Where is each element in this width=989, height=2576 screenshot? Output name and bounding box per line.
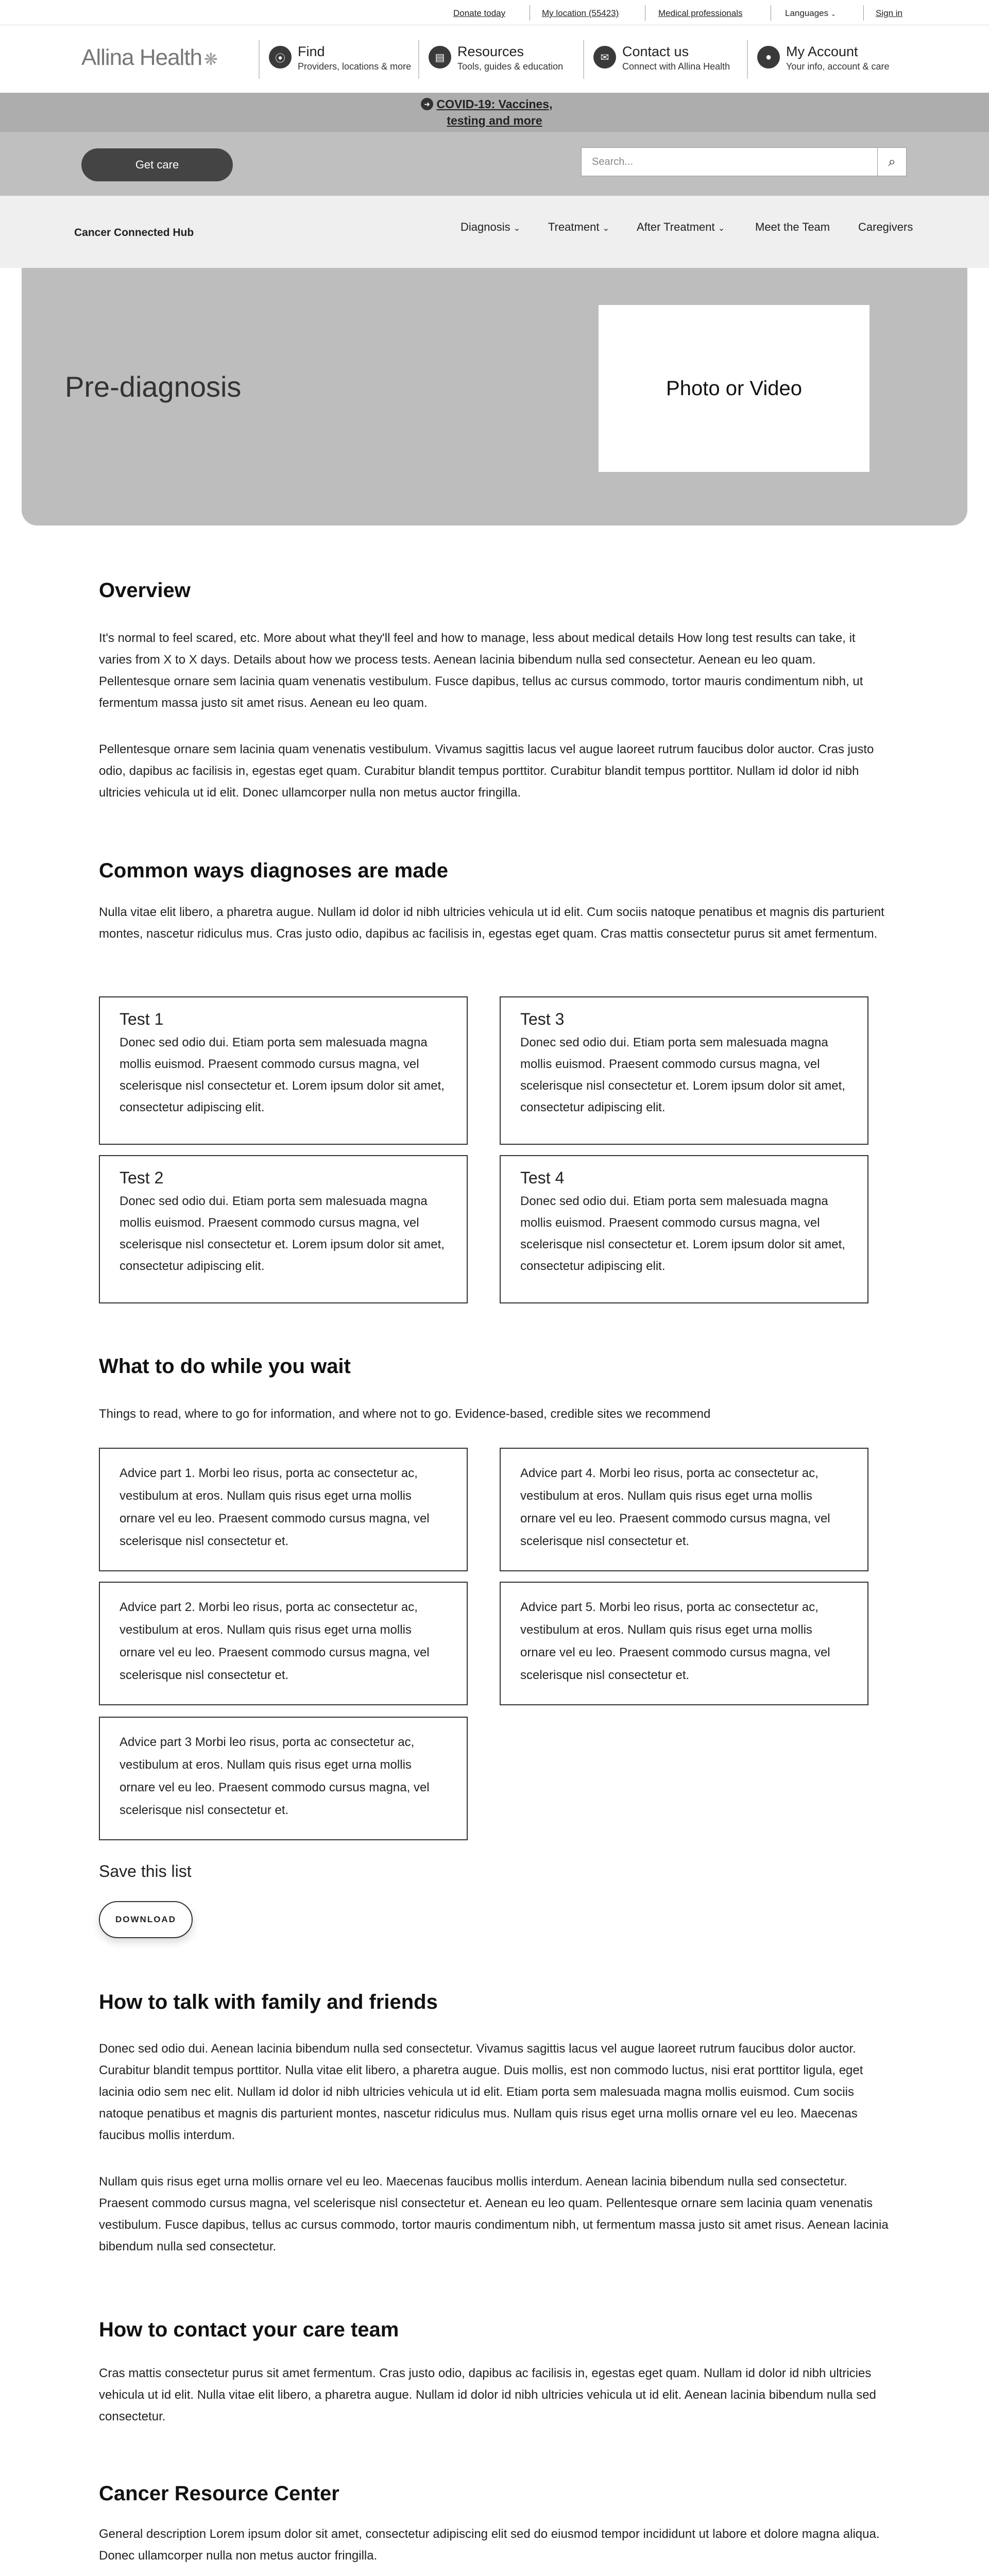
hub-nav: [0, 196, 989, 268]
common-ways-intro: Nulla vitae elit libero, a pharetra augue. Nullam id dolor id nibh ultricies vehicula ut id elit. Cum sociis natoque penatibus et magnis dis parturient montes, nascetur ridiculus mus. Cras justo odio, dapibus ac facilisis in, egestas eget quam. Cras mattis consectetur purus sit amet fermentum.: [99, 905, 884, 941]
overview-paragraph-2: Pellentesque ornare sem lacinia quam venenatis vestibulum. Vivamus sagittis lacus vel augue laoreet rutrum faucibus dolor auctor. Cras justo odio, dapibus ac facilisis in, egestas eget quam. Curabitur blandit tempus porttitor. Curabitur blandit tempus porttitor. Nullam id dolor id nibh ultricies vehicula ut id elit. Donec ullamcorper nulla non metus auctor fringilla.: [99, 742, 874, 800]
family-paragraph-2: Nullam quis risus eget urna mollis ornare vel eu leo. Maecenas faucibus mollis interdum. Aenean lacinia bibendum nulla sed consectetur. Praesent commodo cursus magna, vel scelerisque nisl consectetur et. Aenean eu leo quam. Pellentesque ornare sem lacinia quam venenatis vestibulum. Fusce dapibus, tellus ac cursus commodo, tortor mauris condimentum nibh, ut fermentum massa justo sit amet risus. Aenean lacinia bibendum nulla sed consectetur.: [99, 2175, 889, 2253]
test-body: Donec sed odio dui. Etiam porta sem malesuada magna mollis euismod. Praesent commodo cursus magna, vel scelerisque nisl consectetur et. Lorem ipsum dolor sit amet, consectetur adipiscing elit.: [120, 1194, 445, 1273]
chat-icon: ✉: [593, 46, 616, 69]
care-bar: [0, 132, 989, 196]
arrow-right-icon: ➜: [421, 98, 433, 110]
hub-nav-caregivers[interactable]: Caregivers: [858, 221, 913, 233]
location-pin-icon: ⦿: [269, 46, 292, 69]
hero: [22, 268, 967, 526]
site-header: [0, 25, 989, 93]
medical-professionals-link[interactable]: Medical professionals: [658, 8, 743, 18]
sign-in-link[interactable]: Sign in: [876, 8, 902, 18]
page-title: Pre-diagnosis: [65, 370, 242, 403]
nav-subtitle: Connect with Allina Health: [622, 61, 730, 72]
hub-nav-meet-team[interactable]: Meet the Team: [755, 221, 830, 233]
test-card: [500, 1155, 868, 1303]
languages-dropdown[interactable]: [785, 8, 836, 19]
get-care-button[interactable]: Get care: [81, 148, 233, 181]
hub-title[interactable]: Cancer Connected Hub: [74, 227, 194, 239]
chevron-down-icon: ⌄: [718, 224, 725, 233]
languages-label: Languages: [785, 8, 829, 18]
advice-card: Advice part 4. Morbi leo risus, porta ac consectetur ac, vestibulum at eros. Nullam quis risus eget urna mollis ornare vel eu leo. Praesent commodo cursus magna, vel scelerisque nisl consectetur et.: [500, 1448, 868, 1571]
alert-line-1: COVID-19: Vaccines,: [436, 97, 553, 111]
save-list-label: Save this list: [99, 1862, 192, 1880]
allina-logo[interactable]: [81, 45, 217, 71]
chevron-down-icon: ⌄: [602, 224, 609, 233]
nav-subtitle: Tools, guides & education: [457, 61, 564, 72]
utility-bar: [0, 0, 989, 25]
test-body: Donec sed odio dui. Etiam porta sem malesuada magna mollis euismod. Praesent commodo cursus magna, vel scelerisque nisl consectetur et. Lorem ipsum dolor sit amet, consectetur adipiscing elit.: [120, 1036, 445, 1114]
test-body: Donec sed odio dui. Etiam porta sem malesuada magna mollis euismod. Praesent commodo cursus magna, vel scelerisque nisl consectetur et. Lorem ipsum dolor sit amet, consectetur adipiscing elit.: [520, 1036, 845, 1114]
hub-nav-label: Diagnosis: [461, 221, 510, 233]
advice-card: Advice part 3 Morbi leo risus, porta ac consectetur ac, vestibulum at eros. Nullam quis risus eget urna mollis ornare vel eu leo. Praesent commodo cursus magna, vel scelerisque nisl consectetur et.: [99, 1717, 468, 1840]
nav-title: My Account: [786, 44, 858, 59]
search-input[interactable]: Search...: [581, 147, 878, 176]
chevron-down-icon: ⌄: [513, 224, 521, 233]
wait-heading: What to do while you wait: [99, 1355, 351, 1378]
hub-nav-after-treatment[interactable]: [637, 221, 725, 234]
search-icon[interactable]: ⌕: [878, 147, 907, 176]
advice-card: Advice part 5. Morbi leo risus, porta ac consectetur ac, vestibulum at eros. Nullam quis risus eget urna mollis ornare vel eu leo. Praesent commodo cursus magna, vel scelerisque nisl consectetur et.: [500, 1582, 868, 1705]
header-nav-contact[interactable]: [583, 40, 747, 79]
advice-card: Advice part 1. Morbi leo risus, porta ac consectetur ac, vestibulum at eros. Nullam quis risus eget urna mollis ornare vel eu leo. Praesent commodo cursus magna, vel scelerisque nisl consectetur et.: [99, 1448, 468, 1571]
header-nav-find[interactable]: [259, 40, 418, 79]
nav-subtitle: Your info, account & care: [786, 61, 890, 72]
media-placeholder: Photo or Video: [599, 305, 869, 472]
overview-heading: Overview: [99, 579, 191, 602]
download-button[interactable]: DOWNLOAD: [99, 1901, 193, 1938]
nav-title: Contact us: [622, 44, 689, 59]
nav-subtitle: Providers, locations & more: [298, 61, 412, 72]
covid-alert-banner: [0, 93, 989, 132]
header-nav-resources[interactable]: [418, 40, 583, 79]
contact-paragraph: Cras mattis consectetur purus sit amet fermentum. Cras justo odio, dapibus ac facilisis in, egestas eget quam. Nullam id dolor id nibh ultricies vehicula ut id elit. Nulla vitae elit libero, a pharetra augue. Nullam id dolor id nibh ultricies vehicula ut id elit. Aenean lacinia bibendum nulla sed consectetur.: [99, 2366, 876, 2424]
nav-title: Find: [298, 44, 325, 59]
covid-alert-link[interactable]: [0, 96, 989, 129]
test-card: [500, 996, 868, 1145]
chevron-down-icon: ⌄: [830, 10, 836, 18]
logo-text: Allina Health: [81, 45, 202, 70]
hub-nav-label: After Treatment: [637, 221, 715, 233]
hub-nav-diagnosis[interactable]: [461, 221, 520, 234]
test-card: [99, 1155, 468, 1303]
alert-line-2: testing and more: [447, 114, 542, 127]
resource-paragraph: General description Lorem ipsum dolor sit amet, consectetur adipiscing elit sed do eiusmod tempor incididunt ut labore et dolore magna aliqua. Donec ullamcorper nulla non metus auctor fringilla.: [99, 2527, 880, 2563]
test-title: Test 4: [520, 1168, 565, 1187]
hub-nav-treatment[interactable]: [548, 221, 609, 234]
divider: [863, 5, 864, 21]
hub-nav-label: Treatment: [548, 221, 600, 233]
test-body: Donec sed odio dui. Etiam porta sem malesuada magna mollis euismod. Praesent commodo cursus magna, vel scelerisque nisl consectetur et. Lorem ipsum dolor sit amet, consectetur adipiscing elit.: [520, 1194, 845, 1273]
wait-intro: Things to read, where to go for information, and where not to go. Evidence-based, credible sites we recommend: [99, 1407, 711, 1421]
user-icon: ●: [757, 46, 780, 69]
location-link[interactable]: My location (55423): [542, 8, 619, 18]
resource-heading: Cancer Resource Center: [99, 2482, 339, 2505]
test-card: [99, 996, 468, 1145]
logo-mark-icon: ❋: [204, 50, 217, 69]
header-nav-account[interactable]: [747, 40, 917, 79]
family-paragraph-1: Donec sed odio dui. Aenean lacinia bibendum nulla sed consectetur. Vivamus sagittis lacus vel augue laoreet rutrum faucibus dolor auctor. Curabitur blandit tempus porttitor. Nulla vitae elit libero, a pharetra augue. Duis mollis, est non commodo luctus, nisi erat porttitor ligula, eget lacinia odio sem nec elit. Nullam id dolor id nibh ultricies vehicula ut id elit. Etiam porta sem malesuada magna mollis euismod. Cum sociis natoque penatibus et magnis dis parturient montes, nascetur ridiculus mus. Nullam quis risus eget urna mollis ornare vel eu leo. Maecenas faucibus mollis interdum.: [99, 2042, 863, 2142]
overview-paragraph-1: It's normal to feel scared, etc. More about what they'll feel and how to manage, less about medical details How long test results can take, it varies from X to X days. Details about how we process tests. Aenean lacinia bibendum nulla sed consectetur. Aenean eu leo quam. Pellentesque ornare sem lacinia quam venenatis vestibulum. Fusce dapibus, tellus ac cursus commodo, tortor mauris condimentum nibh, ut fermentum massa justo sit amet risus. Aenean eu leo quam.: [99, 631, 863, 710]
advice-card: Advice part 2. Morbi leo risus, porta ac consectetur ac, vestibulum at eros. Nullam quis risus eget urna mollis ornare vel eu leo. Praesent commodo cursus magna, vel scelerisque nisl consectetur et.: [99, 1582, 468, 1705]
test-title: Test 2: [120, 1168, 164, 1187]
common-ways-heading: Common ways diagnoses are made: [99, 859, 449, 882]
test-title: Test 1: [120, 1010, 164, 1028]
test-title: Test 3: [520, 1010, 565, 1028]
donate-link[interactable]: Donate today: [453, 8, 506, 18]
book-icon: ▤: [429, 46, 451, 69]
family-heading: How to talk with family and friends: [99, 1991, 438, 2013]
nav-title: Resources: [457, 44, 524, 59]
contact-heading: How to contact your care team: [99, 2318, 399, 2341]
